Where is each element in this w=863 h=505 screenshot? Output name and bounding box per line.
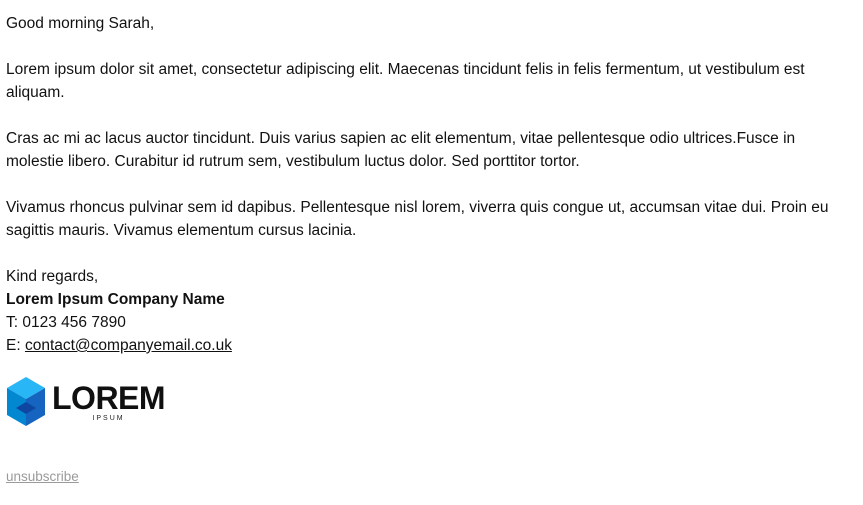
email-line: [6, 334, 857, 357]
paragraph-1: Lorem ipsum dolor sit amet, consectetur adipiscing elit. Maecenas tincidunt felis in felis fermentum, ut vestibulum est aliquam.: [6, 61, 805, 101]
paragraph-2: Cras ac mi ac lacus auctor tincidunt. Duis varius sapien ac elit elementum, vitae pellentesque odio ultrices.Fusce in molestie libero. Curabitur id rutrum sem, vestibulum luctus dolor. Sed porttitor tortor.: [6, 130, 796, 170]
phone-line: [6, 311, 857, 334]
logo-subtext: IPSUM: [92, 415, 125, 422]
phone-prefix: T:: [6, 314, 23, 331]
company-name: Lorem Ipsum Company Name: [6, 291, 225, 308]
paragraph-3: Vivamus rhoncus pulvinar sem id dapibus. Pellentesque nisl lorem, viverra quis congue ut, accumsan vitae dui. Proin eu sagittis mauris. Vivamus elementum cursus lacinia.: [6, 199, 829, 239]
cube-logo-icon: [6, 376, 46, 428]
logo-word: LOREM: [52, 380, 166, 416]
logo-text: [52, 382, 165, 422]
signature: [6, 265, 857, 357]
email-link[interactable]: contact@companyemail.co.uk: [24, 337, 232, 354]
phone-number: 0123 456 7890: [22, 314, 126, 331]
email-prefix: E:: [6, 337, 25, 354]
unsubscribe-link[interactable]: unsubscribe: [6, 469, 79, 484]
greeting: Good morning Sarah,: [6, 15, 155, 32]
company-logo: [6, 376, 857, 428]
signature-closing: Kind regards,: [6, 268, 99, 285]
